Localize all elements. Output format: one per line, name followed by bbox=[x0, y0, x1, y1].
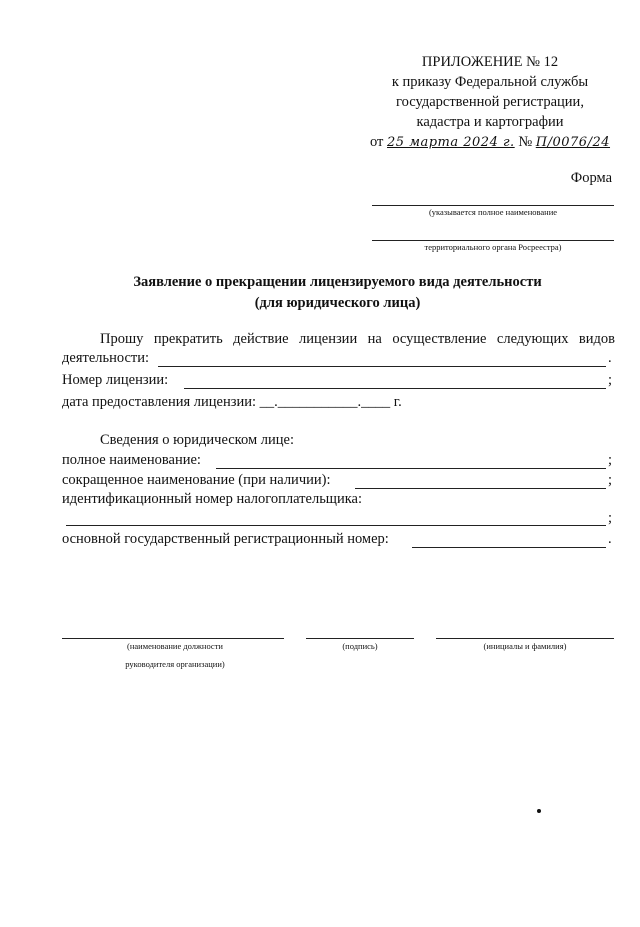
short-name-label: сокращенное наименование (при наличии): bbox=[62, 472, 331, 488]
document-title bbox=[60, 272, 615, 314]
activity-label: деятельности: bbox=[62, 350, 150, 366]
activity-end-dot: . bbox=[608, 350, 612, 366]
handwritten-number: П/0076/24 bbox=[535, 135, 611, 150]
request-text: Прошу прекратить действие лицензии на осуществление следующих видов bbox=[100, 331, 615, 347]
appendix-number: ПРИЛОЖЕНИЕ № 12 bbox=[421, 54, 559, 70]
appendix-agency-line-2: кадастра и картографии bbox=[416, 114, 564, 130]
number-prefix: № bbox=[518, 134, 533, 150]
inn-semicolon: ; bbox=[608, 510, 613, 526]
full-name-label: полное наименование: bbox=[62, 452, 201, 468]
title-line-2: (для юридического лица) bbox=[254, 295, 421, 311]
position-caption: (наименование должности bbox=[127, 641, 223, 651]
ogrn-label: основной государственный регистрационный номер: bbox=[62, 531, 389, 547]
position-caption-2: руководителя организации) bbox=[125, 659, 225, 669]
stray-ink-dot bbox=[537, 809, 541, 813]
signature-caption: (подпись) bbox=[342, 641, 378, 651]
license-number-field[interactable] bbox=[184, 388, 606, 389]
short-name-field[interactable] bbox=[355, 488, 606, 489]
appendix-date-line bbox=[370, 132, 610, 153]
handwritten-date: 25 марта 2024 г. bbox=[387, 135, 515, 150]
appendix-order-line: к приказу Федеральной службы bbox=[391, 74, 589, 90]
title-line-1: Заявление о прекращении лицензируемого вида деятельности bbox=[133, 274, 542, 290]
inn-field[interactable] bbox=[66, 525, 606, 526]
full-name-semicolon: ; bbox=[608, 452, 613, 468]
license-number-semicolon: ; bbox=[608, 372, 613, 388]
recipient-line-2 bbox=[372, 240, 614, 241]
legal-entity-heading: Сведения о юридическом лице: bbox=[100, 432, 294, 448]
recipient-caption-1: (указывается полное наименование bbox=[428, 207, 558, 217]
form-label: Форма bbox=[570, 170, 612, 186]
appendix-agency-line: государственной регистрации, bbox=[396, 94, 584, 110]
signature-line[interactable] bbox=[306, 638, 414, 639]
license-date-line: дата предоставления лицензии: __.___________.____ г. bbox=[62, 394, 402, 410]
date-prefix: от bbox=[370, 134, 384, 150]
full-name-field[interactable] bbox=[216, 468, 606, 469]
name-caption: (инициалы и фамилия) bbox=[483, 641, 567, 651]
position-signature-line[interactable] bbox=[62, 638, 284, 639]
license-number-label: Номер лицензии: bbox=[62, 372, 169, 388]
ogrn-end-dot: . bbox=[608, 531, 612, 547]
activity-field[interactable] bbox=[158, 366, 606, 367]
name-signature-line[interactable] bbox=[436, 638, 614, 639]
recipient-caption-2: территориального органа Росреестра) bbox=[424, 242, 562, 252]
recipient-line-1 bbox=[372, 205, 614, 206]
appendix-block bbox=[370, 52, 610, 153]
inn-label: идентификационный номер налогоплательщика: bbox=[62, 491, 363, 507]
ogrn-field[interactable] bbox=[412, 547, 606, 548]
short-name-semicolon: ; bbox=[608, 472, 613, 488]
